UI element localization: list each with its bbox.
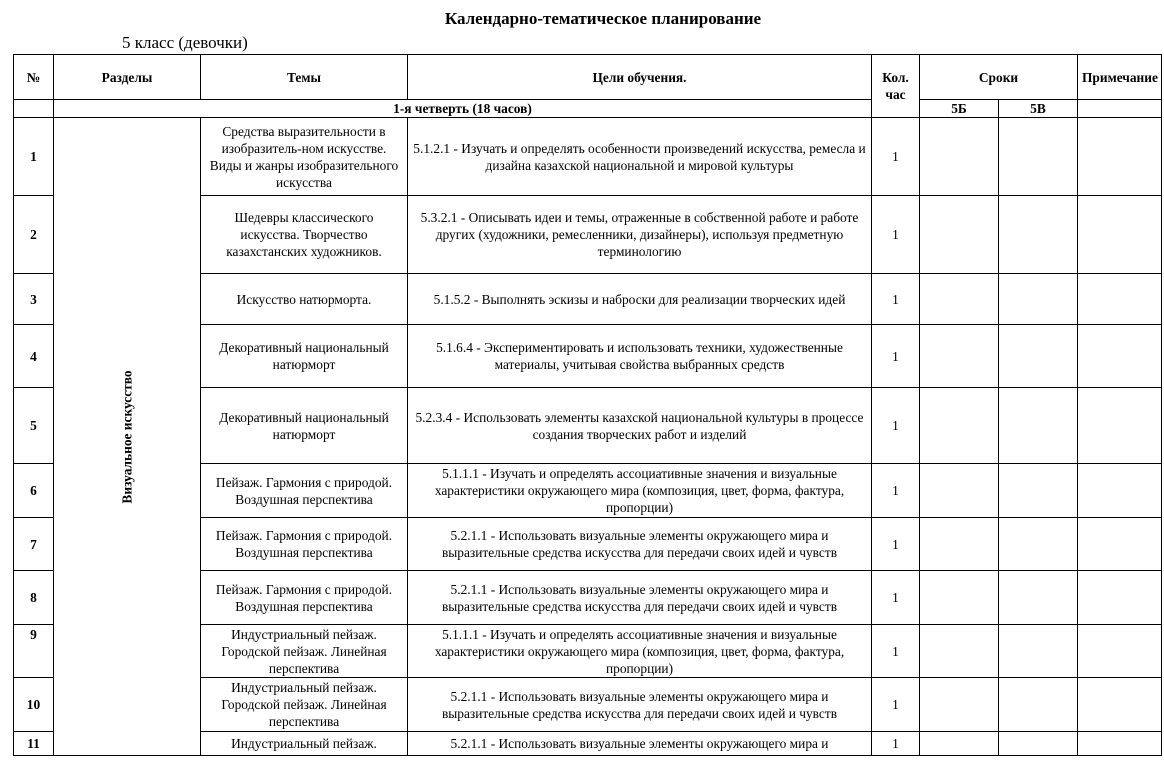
hours-cell: 1 <box>872 274 920 325</box>
topic-cell: Пейзаж. Гармония с природой. Воздушная перспектива <box>201 464 408 518</box>
row-number: 10 <box>14 678 54 732</box>
hours-cell: 1 <box>872 678 920 732</box>
table-body <box>14 118 1162 756</box>
topic-cell: Искусство натюрморта. <box>201 274 408 325</box>
row-number: 7 <box>14 518 54 571</box>
topic-cell: Индустриальный пейзаж. Городской пейзаж. Линейная перспектива <box>201 678 408 732</box>
page-subtitle: 5 класс (девочки) <box>122 33 248 52</box>
goal-cell: 5.2.3.4 - Использовать элементы казахской национальной культуры в процессе создания творческих работ и изделий <box>408 388 872 464</box>
goal-cell: 5.2.1.1 - Использовать визуальные элементы окружающего мира и выразительные средства искусства для передачи своих идей и чувств <box>408 678 872 732</box>
date-5v-cell <box>999 196 1078 274</box>
quarter-label: 1-я четверть (18 часов) <box>54 100 872 118</box>
header-class-v: 5В <box>999 100 1078 118</box>
header-sections: Разделы <box>54 55 201 100</box>
topic-cell: Пейзаж. Гармония с природой. Воздушная перспектива <box>201 518 408 571</box>
quarter-row <box>14 100 1162 118</box>
header-class-b: 5Б <box>920 100 999 118</box>
header-notes: Примечание <box>1078 55 1162 100</box>
page-title: Календарно-тематическое планирование <box>444 9 762 28</box>
topic-cell: Декоративный национальный натюрморт <box>201 325 408 388</box>
goal-cell: 5.1.2.1 - Изучать и определять особенности произведений искусства, ремесла и дизайна казахской национальной и мировой культуры <box>408 118 872 196</box>
topic-cell: Пейзаж. Гармония с природой. Воздушная перспектива <box>201 571 408 625</box>
topic-cell: Шедевры классического искусства. Творчество казахстанских художников. <box>201 196 408 274</box>
table-row <box>14 118 1162 196</box>
notes-cell <box>1078 571 1162 625</box>
goal-cell: 5.1.1.1 - Изучать и определять ассоциативные значения и визуальные характеристики окружающего мира (композиция, цвет, форма, фактура, пропорции) <box>408 464 872 518</box>
row-number: 8 <box>14 571 54 625</box>
date-5b-cell <box>920 732 999 756</box>
row-number: 2 <box>14 196 54 274</box>
date-5v-cell <box>999 464 1078 518</box>
date-5b-cell <box>920 518 999 571</box>
date-5b-cell <box>920 118 999 196</box>
date-5v-cell <box>999 678 1078 732</box>
section-cell <box>54 118 201 756</box>
topic-cell: Средства выразительности в изобразитель-ном искусстве. Виды и жанры изобразительного искусства <box>201 118 408 196</box>
date-5v-cell <box>999 732 1078 756</box>
date-5b-cell <box>920 678 999 732</box>
header-num: № <box>14 55 54 100</box>
date-5b-cell <box>920 388 999 464</box>
hours-cell: 1 <box>872 325 920 388</box>
hours-cell: 1 <box>872 571 920 625</box>
date-5b-cell <box>920 325 999 388</box>
row-number: 1 <box>14 118 54 196</box>
date-5b-cell <box>920 571 999 625</box>
notes-cell <box>1078 464 1162 518</box>
topic-cell: Индустриальный пейзаж. Городской пейзаж. Линейная перспектива <box>201 625 408 678</box>
header-goals: Цели обучения. <box>408 55 872 100</box>
goal-cell: 5.1.1.1 - Изучать и определять ассоциативные значения и визуальные характеристики окружающего мира (композиция, цвет, форма, фактура, пропорции) <box>408 625 872 678</box>
header-dates: Сроки <box>920 55 1078 100</box>
goal-cell: 5.3.2.1 - Описывать идеи и темы, отраженные в собственной работе и работе других (художники, ремесленники, дизайнеры), используя предметную терминологию <box>408 196 872 274</box>
goal-cell: 5.2.1.1 - Использовать визуальные элементы окружающего мира и выразительные средства искусства для передачи своих идей и чувств <box>408 571 872 625</box>
notes-cell <box>1078 325 1162 388</box>
date-5b-cell <box>920 274 999 325</box>
notes-cell <box>1078 388 1162 464</box>
planning-table <box>13 54 1162 756</box>
quarter-num-cell <box>14 100 54 118</box>
notes-cell <box>1078 196 1162 274</box>
row-number: 9 <box>14 625 54 678</box>
date-5b-cell <box>920 625 999 678</box>
notes-cell <box>1078 732 1162 756</box>
header-hours: Кол. час <box>872 55 920 118</box>
topic-cell: Декоративный национальный натюрморт <box>201 388 408 464</box>
header-row <box>14 55 1162 100</box>
topic-cell: Индустриальный пейзаж. <box>201 732 408 756</box>
date-5v-cell <box>999 388 1078 464</box>
quarter-notes-cell <box>1078 100 1162 118</box>
date-5v-cell <box>999 518 1078 571</box>
hours-cell: 1 <box>872 518 920 571</box>
row-number: 3 <box>14 274 54 325</box>
hours-cell: 1 <box>872 625 920 678</box>
notes-cell <box>1078 518 1162 571</box>
row-number: 4 <box>14 325 54 388</box>
hours-cell: 1 <box>872 464 920 518</box>
goal-cell: 5.2.1.1 - Использовать визуальные элементы окружающего мира и <box>408 732 872 756</box>
hours-cell: 1 <box>872 118 920 196</box>
row-number: 5 <box>14 388 54 464</box>
hours-cell: 1 <box>872 732 920 756</box>
hours-cell: 1 <box>872 196 920 274</box>
date-5v-cell <box>999 118 1078 196</box>
date-5v-cell <box>999 571 1078 625</box>
date-5v-cell <box>999 274 1078 325</box>
header-topics: Темы <box>201 55 408 100</box>
notes-cell <box>1078 274 1162 325</box>
row-number: 6 <box>14 464 54 518</box>
date-5b-cell <box>920 196 999 274</box>
goal-cell: 5.1.5.2 - Выполнять эскизы и наброски для реализации творческих идей <box>408 274 872 325</box>
date-5v-cell <box>999 625 1078 678</box>
goal-cell: 5.1.6.4 - Экспериментировать и использовать техники, художественные материалы, учитывая свойства выбранных средств <box>408 325 872 388</box>
row-number: 11 <box>14 732 54 756</box>
section-label: Визуальное искусство <box>119 369 135 504</box>
hours-cell: 1 <box>872 388 920 464</box>
notes-cell <box>1078 118 1162 196</box>
date-5b-cell <box>920 464 999 518</box>
notes-cell <box>1078 678 1162 732</box>
notes-cell <box>1078 625 1162 678</box>
date-5v-cell <box>999 325 1078 388</box>
goal-cell: 5.2.1.1 - Использовать визуальные элементы окружающего мира и выразительные средства искусства для передачи своих идей и чувств <box>408 518 872 571</box>
